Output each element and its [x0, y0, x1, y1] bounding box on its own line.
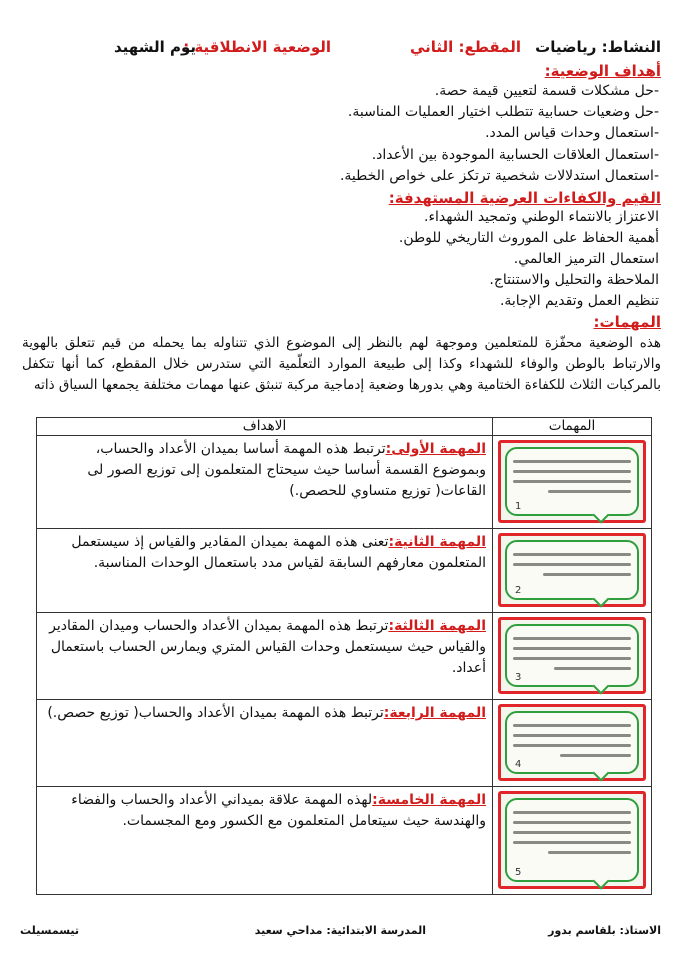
- task-description: ترتبط هذه المهمة أساسا بميدان الأعداد والحساب، وبموضوع القسمة أساسا حيث سيحتاج المتعلمون إلى توزيع الصور لى القاعات( توزيع متساوي للحصص.): [87, 441, 486, 499]
- situation-label: الوضعية الانطلاقية :: [183, 38, 331, 56]
- objective-item: -استعمال استدلالات شخصية ترتكز على خواص الخطية.: [339, 168, 659, 184]
- task-title: المهمة الأولى:: [385, 441, 486, 457]
- card-number: 5: [515, 867, 522, 878]
- table-row: [37, 529, 652, 613]
- school-name: المدرسة الابتدائية: مداحي سعيد: [254, 924, 426, 937]
- city-name: تيسمسيلت: [20, 924, 80, 937]
- task-image-cell: [493, 700, 652, 787]
- value-item: أهمية الحفاظ على الموروث التاريخي للوطن.: [398, 230, 659, 246]
- task-image-cell: [493, 436, 652, 529]
- task-card-image: [498, 440, 646, 523]
- values-heading: القيم والكفاءات العرضية المستهدفة:: [388, 189, 661, 207]
- task-image-cell: [493, 787, 652, 895]
- task-card-image: [498, 533, 646, 607]
- page-header: [30, 38, 661, 64]
- table-row: [37, 787, 652, 895]
- task-goal-cell: [37, 613, 493, 700]
- tasks-intro-text: هذه الوضعية محفّزة للمتعلمين وموجهة لهم بالنظر إلى الموضوع الذي تتناوله بما يحمله من قيم تتعلق بالهوية والارتباط بالوطن والوفاء للشهداء وكذا إلى طبيعة الموارد التعلّمية التي ستدرس خلال المقطع، كما أنها تتكفل بالمركبات الثلاث للكفاءة الختامية وهي بدورها وضعية إدماجية مركبة تنبثق عنها مهمات مختلفة يجمعها السياق ذاته: [22, 335, 661, 393]
- value-item: تنظيم العمل وتقديم الإجابة.: [499, 293, 659, 309]
- task-goal-cell: [37, 436, 493, 529]
- objectives-heading: أهداف الوضعية:: [544, 62, 661, 80]
- task-description: ترتبط هذه المهمة بميدان الأعداد والحساب( توزيع حصص.): [47, 705, 384, 721]
- table-row: [37, 613, 652, 700]
- objective-item: -استعمال وحدات قياس المدد.: [485, 125, 659, 141]
- card-number: 1: [515, 501, 522, 512]
- objective-item: -حل مشكلات قسمة لتعيين قيمة حصة.: [434, 83, 659, 99]
- card-number: 2: [515, 585, 522, 596]
- teacher-name: الاستاذ: بلقاسم بدور: [548, 924, 661, 937]
- task-description: تعنى هذه المهمة بميدان المقادير والقياس إذ سيستعمل المتعلمون معارفهم السابقة لقياس مدد باستعمال الوحدات المناسبة.: [71, 534, 486, 571]
- activity-label: النشاط: رياضيات: [535, 38, 661, 56]
- task-card-image: [498, 791, 646, 889]
- table-row: [37, 436, 652, 529]
- task-goal-cell: [37, 700, 493, 787]
- task-title: المهمة الثانية:: [388, 534, 486, 550]
- value-item: استعمال الترميز العالمي.: [513, 251, 659, 267]
- task-title: المهمة الرابعة:: [383, 705, 486, 721]
- goals-column-header: الاهداف: [37, 418, 493, 436]
- task-description: لهذه المهمة علاقة بميداني الأعداد والحساب والفضاء والهندسة حيث سيتعامل المتعلمون مع الكسور ومع المجسمات.: [71, 792, 486, 829]
- situation-value: يوم الشهيد: [114, 38, 196, 56]
- segment-label: المقطع: الثاني: [409, 38, 521, 56]
- task-card-image: [498, 617, 646, 694]
- table-row: [37, 700, 652, 787]
- tasks-table: [36, 417, 652, 895]
- task-card-image: [498, 704, 646, 781]
- objective-item: -حل وضعيات حسابية تتطلب اختيار العمليات المناسبة.: [347, 104, 659, 120]
- value-item: الاعتزاز بالانتماء الوطني وتمجيد الشهداء.: [424, 209, 659, 225]
- tasks-column-header: المهمات: [493, 418, 652, 436]
- task-image-cell: [493, 613, 652, 700]
- task-goal-cell: [37, 787, 493, 895]
- card-number: 4: [515, 759, 522, 770]
- value-item: الملاحظة والتحليل والاستنتاج.: [489, 272, 659, 288]
- task-title: المهمة الثالثة:: [388, 618, 486, 634]
- tasks-heading: المهمات:: [593, 313, 661, 331]
- card-number: 3: [515, 672, 522, 683]
- task-image-cell: [493, 529, 652, 613]
- task-title: المهمة الخامسة:: [372, 792, 486, 808]
- task-goal-cell: [37, 529, 493, 613]
- objective-item: -استعمال العلاقات الحسابية الموجودة بين الأعداد.: [371, 147, 659, 163]
- page-footer: [20, 924, 661, 942]
- task-description: ترتبط هذه المهمة بميدان الأعداد والحساب وميدان المقادير والقياس حيث سيستعمل وحدات القياس المتري ويمارس الحساب باستعمال أعداد.: [49, 618, 486, 676]
